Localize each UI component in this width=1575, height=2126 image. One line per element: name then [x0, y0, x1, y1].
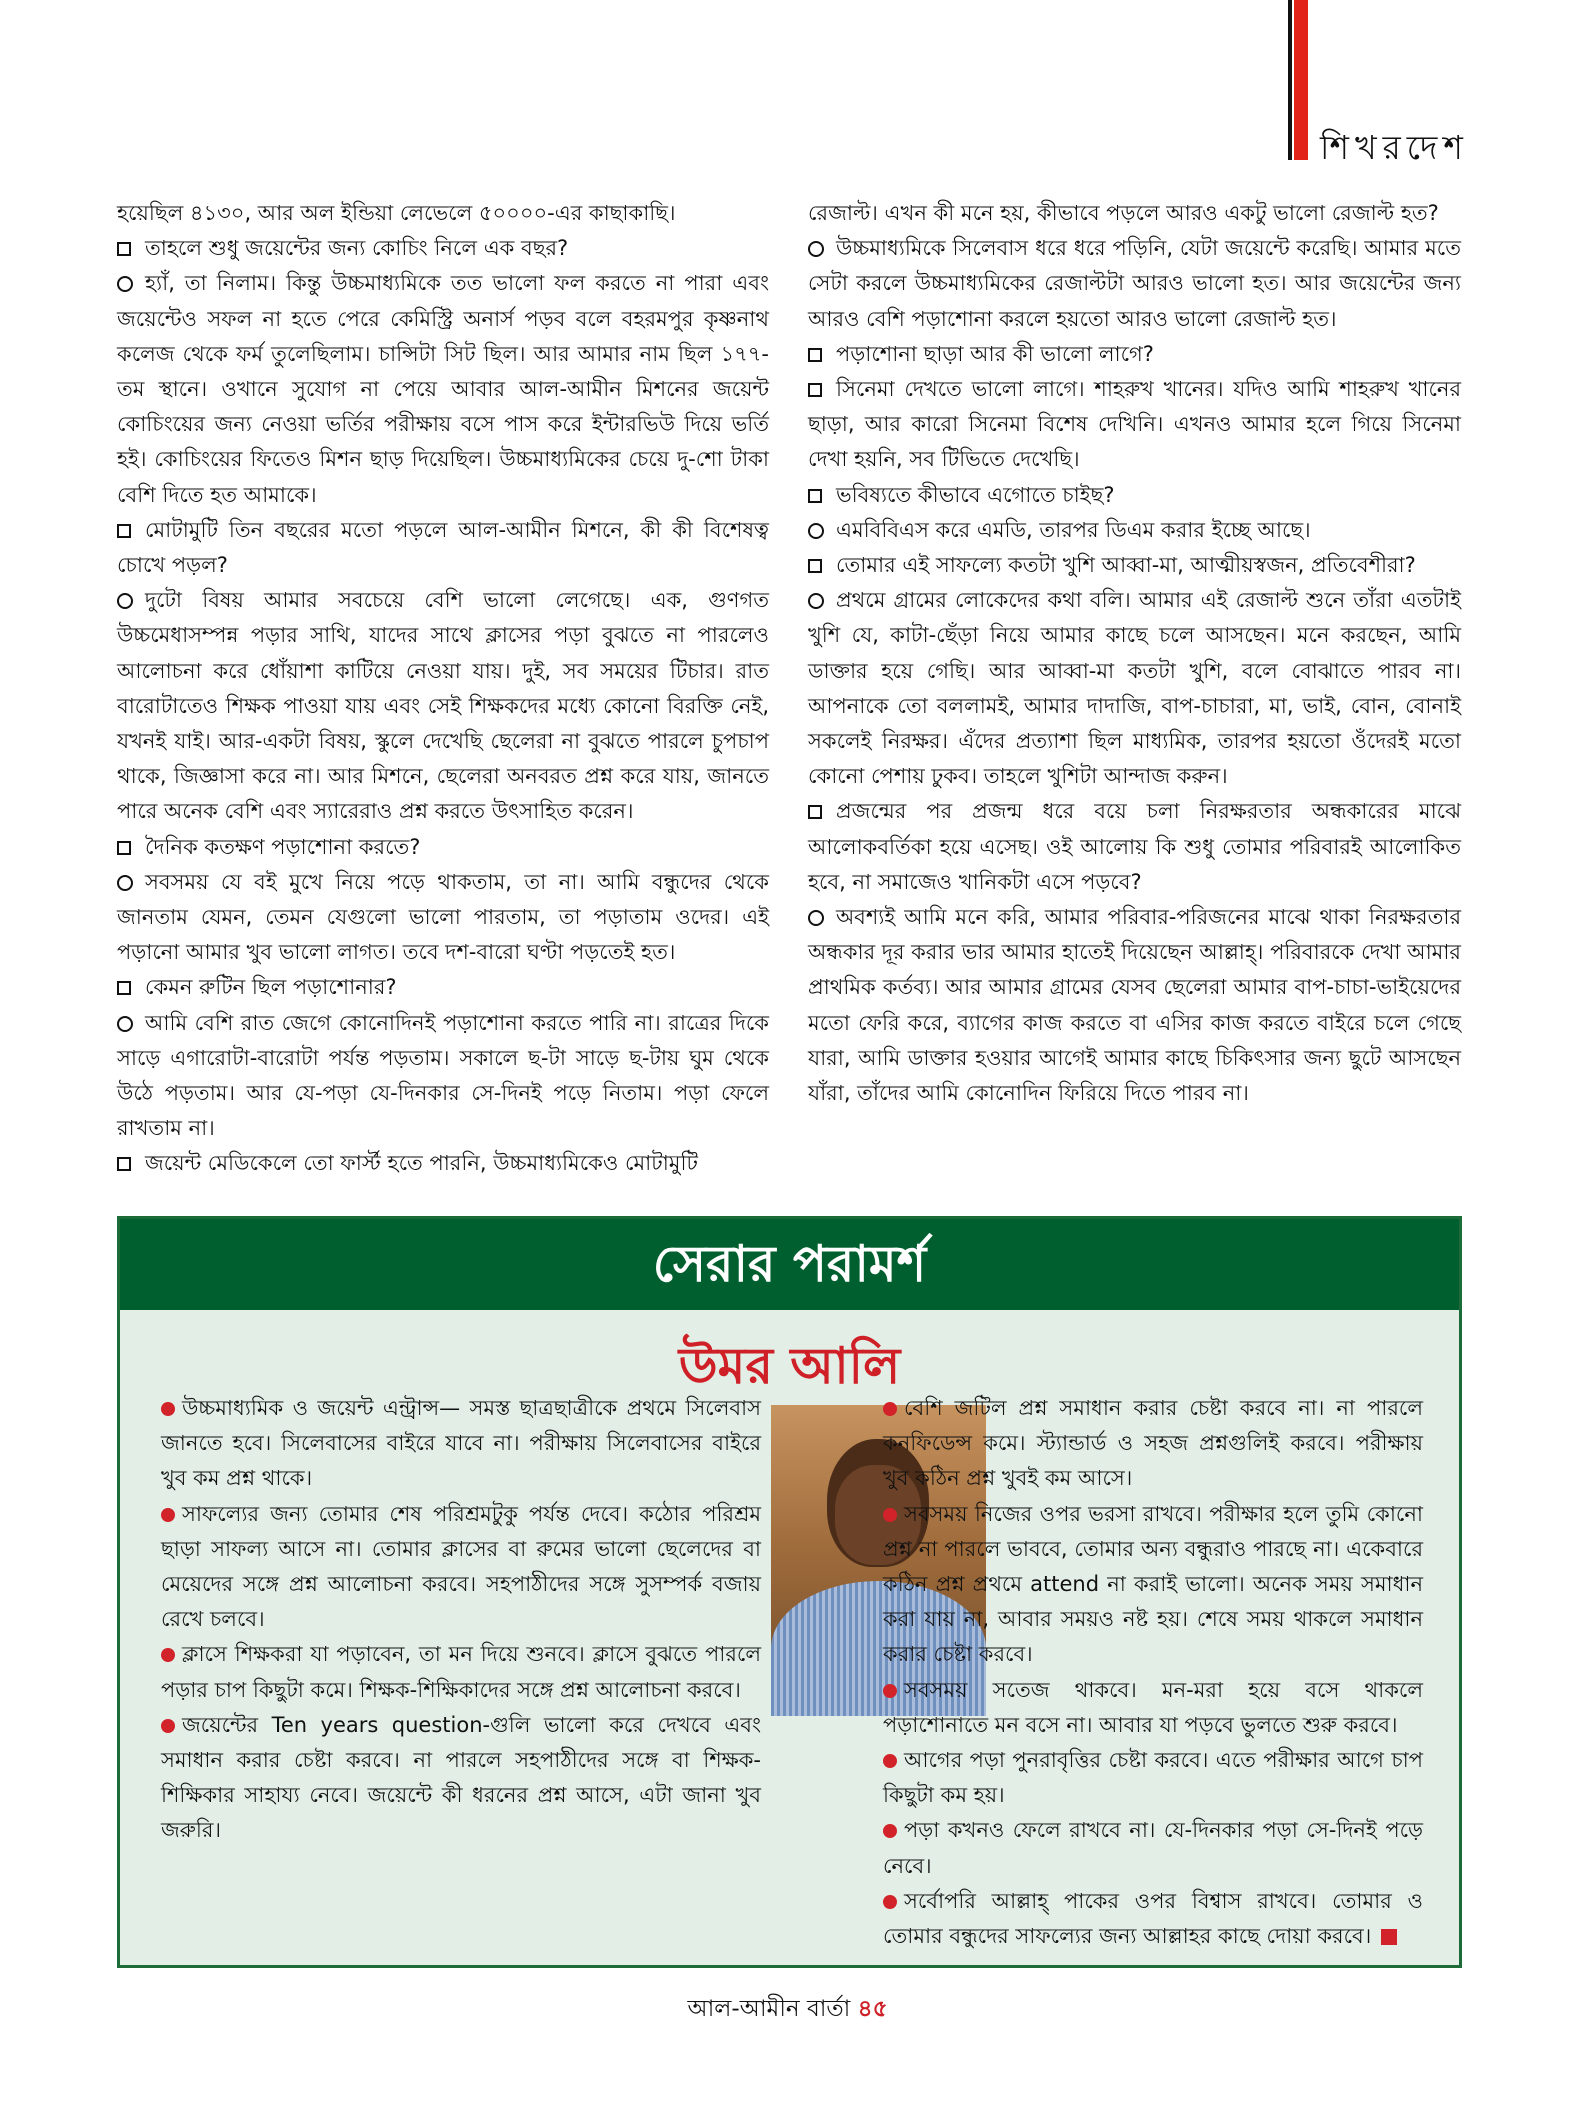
question-square-icon: [117, 841, 131, 855]
end-square-icon: [1381, 1929, 1397, 1945]
advice-tip: [883, 1813, 1423, 1883]
advice-tip: [161, 1708, 761, 1849]
interview-question: [808, 548, 1461, 583]
interview-question: [808, 478, 1461, 513]
tip-text: সবসময় নিজের ওপর ভরসা রাখবে। পরীক্ষার হলে তুমি কোনো প্রশ্ন না পারলে ভাববে, তোমার অন্য বন্ধুরাও পারছে না। একেবারে কঠিন প্রশ্ন প্রথমে attend না করাই ভালো। অনেক সময় সমাধান করা যায় না, আবার সময়ও নষ্ট হয়। শেষে সময় থাকলে সমাধান করার চেষ্টা করবে।: [883, 1501, 1423, 1667]
article-right-column: [808, 196, 1461, 1111]
footer-publication: আল-আমীন বার্তা: [687, 1996, 851, 2022]
red-bullet-icon: [883, 1824, 897, 1838]
question-square-icon: [117, 524, 131, 538]
paragraph-text: প্রজন্মের পর প্রজন্ম ধরে বয়ে চলা নিরক্ষরতার অন্ধকারের মাঝে আলোকবর্তিকা হয়ে এসেছ। ওই আলোয় কি শুধু তোমার পরিবারই আলোকিত হবে, না সমাজেও খানিকটা এসে পড়বে?: [808, 799, 1461, 894]
tip-text: জয়েন্টের Ten years question-গুলি ভালো করে দেখবে এবং সমাধান করার চেষ্টা করবে। না পারলে সহপাঠীদের সঙ্গে বা শিক্ষক-শিক্ষিকার সাহায্য নেবে। জয়েন্টে কী ধরনের প্রশ্ন আসে, এটা জানা খুব জরুরি।: [161, 1712, 761, 1843]
answer-circle-icon: [808, 523, 824, 539]
advice-tip: [883, 1884, 1423, 1954]
interview-question: [117, 231, 769, 266]
red-bullet-icon: [161, 1402, 175, 1416]
paragraph-text: জয়েন্ট মেডিকেলে তো ফার্স্ট হতে পারনি, উচ্চমাধ্যমিকেও মোটামুটি: [145, 1151, 698, 1176]
paragraph-text: সিনেমা দেখতে ভালো লাগে। শাহরুখ খানের। যদিও আমি শাহরুখ খানের ছাড়া, আর কারো সিনেমা বিশেষ দেখিনি। এখনও আমার হলে গিয়ে সিনেমা দেখা হয়নি, সব টিভিতে দেখেছি।: [808, 377, 1461, 472]
red-bullet-icon: [161, 1508, 175, 1522]
paragraph-text: মোটামুটি তিন বছরের মতো পড়লে আল-আমীন মিশনে, কী কী বিশেষত্ব চোখে পড়ল?: [117, 517, 769, 578]
interview-answer: [808, 513, 1461, 548]
tip-text: বেশি জটিল প্রশ্ন সমাধান করার চেষ্টা করবে না। না পারলে কনফিডেন্স কমে। স্ট্যান্ডার্ড ও সহজ প্রশ্নগুলিই করবে। পরীক্ষায় খুব কঠিন প্রশ্ন খুবই কম আসে।: [883, 1396, 1423, 1491]
question-square-icon: [117, 242, 131, 256]
paragraph-text: আমি বেশি রাত জেগে কোনোদিনই পড়াশোনা করতে পারি না। রাত্রের দিকে সাড়ে এগারোটা-বারোটা পর্যন্ত পড়তাম। সকালে ছ-টা সাড়ে ছ-টায় ঘুম থেকে উঠে পড়তাম। আর যে-পড়া যে-দিনকার সে-দিনই পড়ে নিতাম। পড়া ফেলে রাখতাম না।: [117, 1010, 769, 1141]
paragraph-text: হয়েছিল ৪১৩০, আর অল ইন্ডিয়া লেভেলে ৫০০০০-এর কাছাকাছি।: [117, 201, 676, 225]
paragraph-text: হ্যাঁ, তা নিলাম। কিন্তু উচ্চমাধ্যমিকে তত ভালো ফল করতে না পারা এবং জয়েন্টেও সফল না হতে পেরে কেমিস্ট্রি অনার্স পড়ব বলে বহরমপুর কৃষ্ণনাথ কলেজ থেকে ফর্ম তুলেছিলাম। চান্সিটা সিট ছিল। আর আমার নাম ছিল ১৭৭-তম স্থানে। ওখানে সুযোগ না পেয়ে আবার আল-আমীন মিশনের জয়েন্ট কোচিংয়ের জন্য নেওয়া ভর্তির পরীক্ষায় বসে পাস করে ইন্টারভিউ দিয়ে ভর্তি হই। কোচিংয়ের ফিতেও মিশন ছাড় দিয়েছিল। উচ্চমাধ্যমিকের চেয়ে দু-শো টাকা বেশি দিতে হত আমাকে।: [117, 271, 769, 507]
interview-question: [117, 830, 769, 865]
advice-box: [117, 1216, 1462, 1968]
red-bullet-icon: [883, 1754, 897, 1768]
interview-answer: [808, 900, 1461, 1111]
interview-answer: [808, 231, 1461, 337]
tip-text: সর্বোপরি আল্লাহ্ পাকের ওপর বিশ্বাস রাখবে। তোমার ও তোমার বন্ধুদের সাফল্যের জন্য আল্লাহর কাছে দোয়া করবে।: [883, 1888, 1423, 1949]
red-bullet-icon: [883, 1684, 897, 1698]
interview-question: [117, 513, 769, 583]
advice-box-title: সেরার পরামর্শ: [120, 1219, 1459, 1310]
question-square-icon: [808, 489, 822, 503]
question-square-icon: [808, 559, 822, 573]
answer-circle-icon: [808, 241, 824, 257]
advice-tip: [883, 1673, 1423, 1743]
answer-circle-icon: [117, 593, 133, 609]
advice-tip: [161, 1497, 761, 1638]
header-divider-line: [1288, 0, 1292, 160]
interview-answer: [808, 583, 1461, 794]
paragraph-text: তাহলে শুধু জয়েন্টের জন্য কোচিং নিলে এক বছর?: [145, 236, 569, 261]
tip-text: পড়া কখনও ফেলে রাখবে না। যে-দিনকার পড়া সে-দিনই পড়ে নেবে।: [883, 1818, 1423, 1878]
paragraph-text: পড়াশোনা ছাড়া আর কী ভালো লাগে?: [836, 341, 1154, 366]
answer-circle-icon: [117, 875, 133, 891]
paragraph-text: এমবিবিএস করে এমডি, তারপর ডিএম করার ইচ্ছে আছে।: [836, 517, 1311, 542]
question-square-icon: [117, 1157, 131, 1171]
question-square-icon: [808, 383, 822, 397]
paragraph-text: রেজাল্ট। এখন কী মনে হয়, কীভাবে পড়লে আরও একটু ভালো রেজাল্ট হত?: [808, 201, 1439, 225]
interview-answer: [808, 196, 1461, 231]
page-number: ৪৫: [857, 1996, 888, 2022]
paragraph-text: উচ্চমাধ্যমিকে সিলেবাস ধরে ধরে পড়িনি, যেটা জয়েন্টে করেছি। আমার মতে সেটা করলে উচ্চমাধ্যমিকের রেজাল্টটা আরও ভালো হত। আর জয়েন্টের জন্য আরও বেশি পড়াশোনা করলে হয়তো আরও ভালো রেজাল্ট হত।: [808, 236, 1461, 331]
interview-question: [117, 970, 769, 1005]
interview-answer: [117, 1006, 769, 1147]
paragraph-text: সবসময় যে বই মুখে নিয়ে পড়ে থাকতাম, তা না। আমি বন্ধুদের থেকে জানতাম যেমন, তেমন যেগুলো ভালো পারতাম, তা পড়াতাম ওদের। এই পড়ানো আমার খুব ভালো লাগত। তবে দশ-বারো ঘণ্টা পড়তেই হত।: [117, 869, 769, 965]
advice-tip: [161, 1637, 761, 1707]
advice-tips-right: [883, 1391, 1423, 1954]
red-bullet-icon: [161, 1719, 175, 1733]
section-title: শিখরদেশ: [1320, 128, 1469, 167]
interview-question: [808, 794, 1461, 900]
advice-tip: [883, 1743, 1423, 1813]
header-red-bar: [1294, 0, 1308, 160]
tip-text: আগের পড়া পুনরাবৃত্তির চেষ্টা করবে। এতে পরীক্ষার আগে চাপ কিছুটা কম হয়।: [883, 1748, 1423, 1808]
tip-text: সাফল্যের জন্য তোমার শেষ পরিশ্রমটুকু পর্যন্ত দেবে। কঠোর পরিশ্রম ছাড়া সাফল্য আসে না। তোমার ক্লাসের বা রুমের ভালো ছেলেদের বা মেয়েদের সঙ্গে প্রশ্ন আলোচনা করবে। সহপাঠীদের সঙ্গে সুসম্পর্ক বজায় রেখে চলবে।: [161, 1501, 761, 1632]
interview-question: [117, 1146, 769, 1181]
paragraph-text: অবশ্যই আমি মনে করি, আমার পরিবার-পরিজনের মাঝে থাকা নিরক্ষরতার অন্ধকার দূর করার ভার আমার হাতেই দিয়েছেন আল্লাহ্। পরিবারকে দেখা আমার প্রাথমিক কর্তব্য। আর আমার গ্রামের যেসব ছেলেরা আমার বাপ-চাচা-ভাইয়েদের মতো ফেরি করে, ব্যাগের কাজ করতে বা এসির কাজ করতে বাইরে চলে গেছে যারা, আমি ডাক্তার হওয়ার আগেই আমার কাছে চিকিৎসার জন্য ছুটে আসছেন যাঁরা, তাঁদের আমি কোনোদিন ফিরিয়ে দিতে পারব না।: [808, 905, 1461, 1106]
red-bullet-icon: [883, 1895, 897, 1909]
interview-question: [808, 372, 1461, 478]
tip-text: সবসময় সতেজ থাকবে। মন-মরা হয়ে বসে থাকলে পড়াশোনাতে মন বসে না। আবার যা পড়বে ভুলতে শুরু করবে।: [883, 1677, 1423, 1737]
answer-circle-icon: [117, 276, 133, 292]
question-square-icon: [808, 805, 822, 819]
advice-tips-left: [161, 1391, 761, 1849]
paragraph-text: তোমার এই সাফল্যে কতটা খুশি আব্বা-মা, আত্মীয়স্বজন, প্রতিবেশীরা?: [836, 553, 1416, 578]
paragraph-text: প্রথমে গ্রামের লোকেদের কথা বলি। আমার এই রেজাল্ট শুনে তাঁরা এতটাই খুশি যে, কাটা-ছেঁড়া নিয়ে আমার কাছে চলে আসছেন। মনে করছেন, আমি ডাক্তার হয়ে গেছি। আর আব্বা-মা কতটা খুশি, বলে বোঝাতে পারব না। আপনাকে তো বললামই, আমার দাদাজি, বাপ-চাচারা, মা, ভাই, বোন, বোনাই সকলেই নিরক্ষর। এঁদের প্রত্যাশা ছিল মাধ্যমিক, তারপর হয়তো ওঁদেরই মতো কোনো পেশায় ঢুকব। তাহলে খুশিটা আন্দাজ করুন।: [808, 588, 1461, 789]
interview-question: [808, 337, 1461, 372]
red-bullet-icon: [883, 1402, 897, 1416]
advice-author-name: উমর আলি: [678, 1337, 901, 1395]
page-footer: [0, 1990, 1575, 2029]
question-square-icon: [808, 348, 822, 362]
interview-answer: [117, 266, 769, 512]
red-bullet-icon: [161, 1648, 175, 1662]
paragraph-text: দুটো বিষয় আমার সবচেয়ে বেশি ভালো লেগেছে। এক, গুণগত উচ্চমেধাসম্পন্ন পড়ার সাথি, যাদের সাথে ক্লাসের পড়া বুঝতে না পারলেও আলোচনা করে ধোঁয়াশা কাটিয়ে নেওয়া যায়। দুই, সব সময়ের টিচার। রাত বারোটাতেও শিক্ষক পাওয়া যায় এবং সেই শিক্ষকদের মধ্যে কোনো বিরক্তি নেই, যখনই যাই। আর-একটা বিষয়, স্কুলে দেখেছি ছেলেরা না বুঝতে পারলে চুপচাপ থাকে, জিজ্ঞাসা করে না। আর মিশনে, ছেলেরা অনবরত প্রশ্ন করে যায়, জানতে পারে অনেক বেশি এবং স্যারেরাও প্রশ্ন করতে উৎসাহিত করেন।: [117, 588, 769, 824]
interview-answer: [117, 865, 769, 971]
paragraph-text: ভবিষ্যতে কীভাবে এগোতে চাইছ?: [836, 482, 1115, 507]
advice-tip: [161, 1391, 761, 1497]
tip-text: ক্লাসে শিক্ষকরা যা পড়াবেন, তা মন দিয়ে শুনবে। ক্লাসে বুঝতে পারলে পড়ার চাপ কিছুটা কমে। শিক্ষক-শিক্ষিকাদের সঙ্গে প্রশ্ন আলোচনা করবে।: [161, 1642, 761, 1702]
answer-circle-icon: [117, 1016, 133, 1032]
answer-circle-icon: [808, 593, 824, 609]
interview-answer: [117, 583, 769, 829]
advice-tip: [883, 1497, 1423, 1673]
red-bullet-icon: [883, 1508, 897, 1522]
advice-tip: [883, 1391, 1423, 1497]
interview-answer: [117, 196, 769, 231]
article-left-column: [117, 196, 769, 1182]
paragraph-text: দৈনিক কতক্ষণ পড়াশোনা করতে?: [145, 834, 421, 859]
tip-text: উচ্চমাধ্যমিক ও জয়েন্ট এন্ট্রান্স— সমস্ত ছাত্রছাত্রীকে প্রথমে সিলেবাস জানতে হবে। সিলেবাসের বাইরে যাবে না। পরীক্ষায় সিলেবাসের বাইরে খুব কম প্রশ্ন থাকে।: [161, 1396, 761, 1491]
question-square-icon: [117, 981, 131, 995]
paragraph-text: কেমন রুটিন ছিল পড়াশোনার?: [145, 975, 397, 1000]
answer-circle-icon: [808, 910, 824, 926]
